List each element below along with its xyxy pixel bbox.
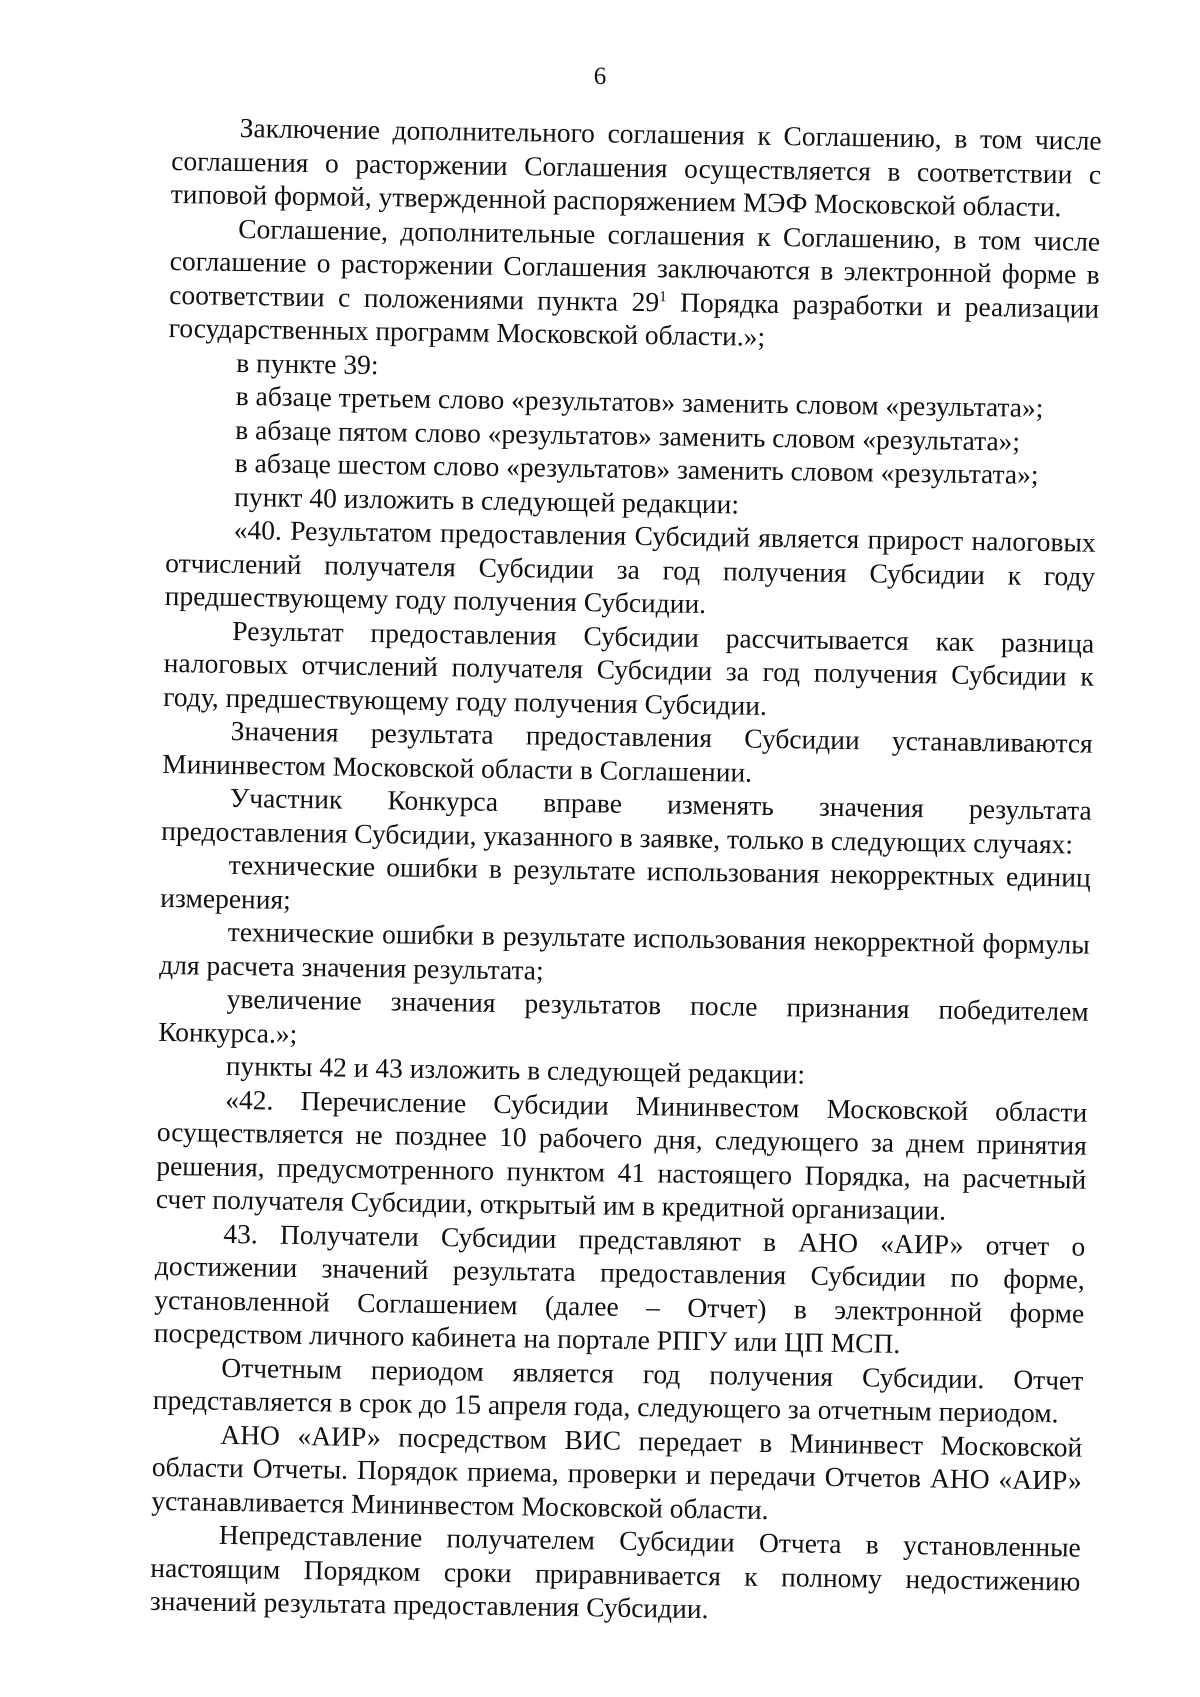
paragraph-20: Непредставление получателем Субсидии Отчета в установленные настоящим Порядком сроки приравнивается к полному недостижению значений результата предоставления Субсидии.	[149, 1518, 1082, 1625]
paragraph-12: технические ошибки в результате использования некорректных единиц измерения;	[160, 848, 1091, 915]
paragraph-19: АНО «АИР» посредством ВИС передает в Мининвест Московской области Отчеты. Порядок приема, проверки и передачи Отчетов АНО «АИР» устанавливается Мининвестом Московской области.	[151, 1418, 1083, 1525]
footnote-mark: 1	[659, 288, 667, 305]
paragraph-16: «42. Перечисление Субсидии Мининвестом Московской области осуществляется не позднее 10 рабочего дня, следующего за днем принятия решения, предусмотренного пунктом 41 настоящего Порядка, на расчетный счет получателя Субсидии, открытый им в кредитной организации.	[155, 1083, 1088, 1226]
document-body	[150, 110, 1102, 1631]
paragraph-9: Результат предоставления Субсидии рассчитывается как разница налоговых отчислений получателя Субсидии за год получения Субсидии к году, предшествующему году получения Субсидии.	[163, 614, 1095, 721]
paragraph-7: пункт 40 изложить в следующей редакции:	[234, 480, 740, 519]
paragraph-2-text: Соглашение, дополнительные соглашения к Соглашению, в том числе соглашение о расторжении Соглашения заключаются в электронной форме в соответствии с положениями пункта 29	[169, 212, 1101, 317]
paragraph-3: в пункте 39:	[236, 346, 379, 380]
paragraph-17: 43. Получатели Субсидии представляют в АНО «АИР» отчет о достижении значений результата предоставления Субсидии по форме, установленной Соглашением (далее – Отчет) в электронной форме посредством личного кабинета на портале РПГУ или ЦП МСП.	[153, 1217, 1086, 1359]
paragraph-2	[169, 210, 1101, 358]
paragraph-4: в абзаце третьем слово «результатов» заменить словом «результата»;	[235, 379, 1044, 423]
paragraph-2-continuation: Порядка разработки и реализации государственных программ Московской области.»;	[168, 285, 1100, 352]
page-number: 6	[593, 63, 607, 90]
paragraph-18: Отчетным периодом является год получения Субсидии. Отчет представляется в срок до 15 апреля года, следующего за отчетным периодом.	[152, 1351, 1084, 1429]
paragraph-14: увеличение значения результатов после признания победителем Конкурса.»;	[158, 982, 1089, 1049]
paragraph-13: технические ошибки в результате использования некорректной формулы для расчета значения результата;	[159, 915, 1090, 986]
paragraph-11: Участник Конкурса вправе изменять значения результата предоставления Субсидии, указанного в заявке, только в следующих случаях:	[161, 781, 1092, 859]
paragraph-10: Значения результата предоставления Субсидии устанавливаются Мининвестом Московской области в Соглашении.	[162, 714, 1093, 788]
paragraph-5: в абзаце пятом слово «результатов» заменить словом «результата»;	[235, 413, 1021, 457]
paragraph-15: пункты 42 и 43 изложить в следующей редакции:	[225, 1049, 806, 1090]
paragraph-6: в абзаце шестом слово «результатов» заменить словом «результата»;	[234, 446, 1039, 490]
paragraph-1: Заключение дополнительного соглашения к Соглашению, в том числе соглашения о расторжении Соглашения осуществляется в соответствии с типовой формой, утвержденной распоряжением МЭФ Московской области.	[170, 112, 1102, 223]
paragraph-8: «40. Результатом предоставления Субсидий является прирост налоговых отчислений получателя Субсидии за год получения Субсидии к году предшествующему году получения Субсидии.	[164, 513, 1096, 619]
